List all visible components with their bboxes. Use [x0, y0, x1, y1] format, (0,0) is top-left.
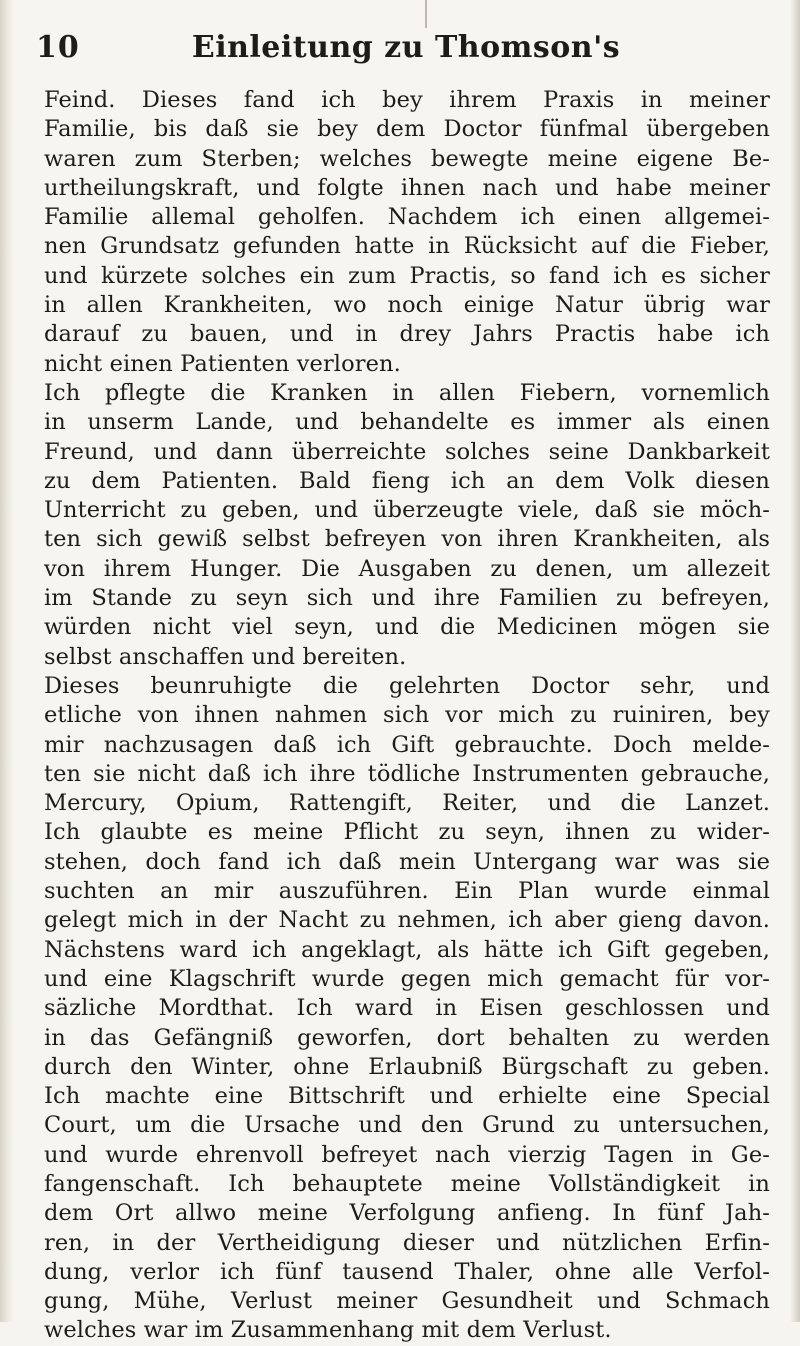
text-line: dem Ort allwo meine Verfolgung anfieng. In fünf Jah- [44, 1200, 770, 1227]
text-line: welches war im Zusammenhang mit dem Verlust. [44, 1317, 612, 1344]
text-line: Feind. Dieses fand ich bey ihrem Praxis in meiner [44, 87, 770, 113]
text-line: fangenschaft. Ich behauptete meine Vollständigkeit in [44, 1170, 770, 1197]
text-line: Mercury, Opium, Rattengift, Reiter, und die Lanzet. [44, 790, 770, 817]
text-line: im Stande zu seyn sich und ihre Familien zu befreyen, [44, 585, 770, 612]
text-line: Freund, und dann überreichte solches seine Dankbarkeit [44, 438, 770, 465]
text-line: mir nachzusagen daß ich Gift gebrauchte. Doch melde- [44, 731, 770, 758]
text-line: von ihrem Hunger. Die Ausgaben zu denen, um allezeit [44, 555, 770, 582]
text-line: ten sich gewiß selbst befreyen von ihren Krankheiten, als [44, 526, 770, 553]
text-line: nicht einen Patienten verloren. [44, 350, 401, 377]
text-line: Ich machte eine Bittschrift und erhielte eine Special [44, 1083, 770, 1110]
text-line: in allen Krankheiten, wo noch einige Natur übrig war [44, 292, 770, 319]
text-line: Familie, bis daß sie bey dem Doctor fünfmal übergeben [44, 116, 770, 143]
text-line: suchten an mir auszuführen. Ein Plan wurde einmal [44, 878, 770, 905]
text-line: stehen, doch fand ich daß mein Untergang war was sie [44, 848, 770, 875]
page-edge-shadow [790, 0, 800, 1322]
text-line: gung, Mühe, Verlust meiner Gesundheit und Schmach [44, 1288, 770, 1315]
text-line: und eine Klagschrift wurde gegen mich gemacht für vor- [44, 965, 770, 992]
text-line: in unserm Lande, und behandelte es immer als einen [44, 409, 770, 436]
text-line: würden nicht viel seyn, und die Medicinen mögen sie [44, 614, 770, 641]
text-line: dung, verlor ich fünf tausend Thaler, ohne alle Verfol- [44, 1258, 770, 1285]
text-line: Nächstens ward ich angeklagt, als hätte ich Gift gegeben, [44, 936, 770, 963]
page-number: 10 [36, 30, 80, 65]
text-line: Court, um die Ursache und den Grund zu untersuchen, [44, 1112, 770, 1139]
top-margin-mark [425, 0, 427, 28]
text-line: Dieses beunruhigte die gelehrten Doctor sehr, und [44, 672, 770, 699]
text-line: und kürzete solches ein zum Practis, so fand ich es sicher [44, 262, 770, 289]
running-head: Einleitung zu Thomson's [191, 30, 621, 65]
text-line: säzliche Mordthat. Ich ward in Eisen geschlossen und [44, 995, 770, 1022]
page-header [36, 30, 776, 70]
text-line: Ich pflegte die Kranken in allen Fiebern, vornemlich [44, 379, 770, 406]
text-line: etliche von ihnen nahmen sich vor mich zu ruiniren, bey [44, 702, 770, 729]
text-line: waren zum Sterben; welches bewegte meine eigene Be- [44, 145, 770, 172]
text-line: darauf zu bauen, und in drey Jahrs Practis habe ich [44, 321, 770, 348]
text-line: und wurde ehrenvoll befreyet nach vierzig Tagen in Ge- [44, 1141, 770, 1168]
text-line: urtheilungskraft, und folgte ihnen nach und habe meiner [44, 174, 770, 201]
text-line: Ich glaubte es meine Pflicht zu seyn, ihnen zu wider- [44, 819, 770, 846]
text-line: durch den Winter, ohne Erlaubniß Bürgschaft zu geben. [44, 1053, 770, 1080]
text-line: in das Gefängniß geworfen, dort behalten zu werden [44, 1024, 770, 1051]
text-line: selbst anschaffen und bereiten. [44, 643, 407, 670]
page-gutter-shadow [0, 0, 14, 1322]
text-line: Unterricht zu geben, und überzeugte viele, daß sie möch- [44, 497, 770, 524]
text-line: ten sie nicht daß ich ihre tödliche Instrumenten gebrauche, [44, 760, 770, 787]
text-line: gelegt mich in der Nacht zu nehmen, ich aber gieng davon. [44, 907, 770, 934]
text-line: Familie allemal geholfen. Nachdem ich einen allgemei- [44, 204, 770, 231]
body-text [44, 86, 770, 1346]
text-line: ren, in der Vertheidigung dieser und nützlichen Erfin- [44, 1229, 770, 1256]
text-line: zu dem Patienten. Bald fieng ich an dem Volk diesen [44, 467, 770, 494]
text-line: nen Grundsatz gefunden hatte in Rücksicht auf die Fieber, [44, 233, 770, 260]
